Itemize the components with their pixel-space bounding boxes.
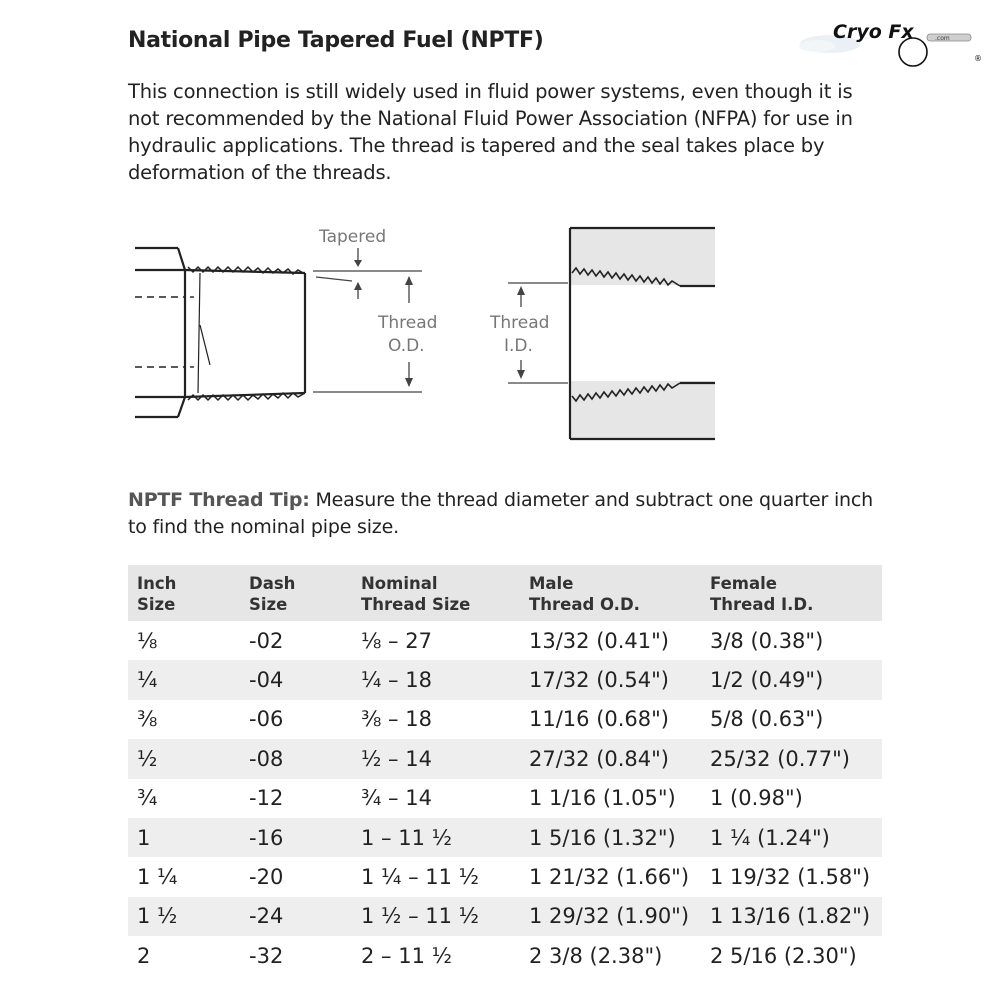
tapered-label: Tapered xyxy=(319,227,387,247)
table-cell: ½ xyxy=(128,739,240,778)
id-dimension xyxy=(508,283,568,383)
table-cell: ⅜ – 18 xyxy=(361,707,432,732)
thread-diagram xyxy=(120,215,740,450)
table-cell: -06 xyxy=(249,707,284,732)
table-cell: 1 ½ xyxy=(128,897,240,936)
header-female-thread-id: Female Thread I.D. xyxy=(701,565,882,621)
tip-text: Measure the thread diameter and subtract one quarter inch to find the nominal pipe size. xyxy=(128,489,873,538)
female-port-illustration xyxy=(570,228,715,439)
table-cell: 25/32 (0.77") xyxy=(701,739,882,778)
thread-tip xyxy=(128,487,878,541)
male-fitting-illustration xyxy=(135,248,305,417)
table-cell: 1/2 (0.49") xyxy=(701,660,882,699)
table-cell: 27/32 (0.84") xyxy=(520,739,701,778)
table-cell: ¼ – 18 xyxy=(352,660,520,699)
table-row xyxy=(128,857,882,896)
table-cell: 1 xyxy=(128,818,240,857)
nptf-size-table xyxy=(128,565,882,976)
table-cell: 1 29/32 (1.90") xyxy=(520,897,701,936)
table-cell: 2 – 11 ½ xyxy=(361,943,452,968)
table-cell: ¼ xyxy=(128,660,240,699)
table-cell: 1 21/32 (1.66") xyxy=(529,865,690,890)
table-row xyxy=(128,660,882,699)
table-cell: 1 19/32 (1.58") xyxy=(710,865,871,890)
table-cell: 1 ¼ xyxy=(137,865,178,890)
table-row xyxy=(128,779,882,818)
table-cell: -12 xyxy=(249,786,284,811)
table-cell: 2 xyxy=(137,943,151,968)
od-label-line1: Thread xyxy=(378,313,438,333)
header-nominal-thread-size: Nominal Thread Size xyxy=(352,565,520,621)
table-cell: -08 xyxy=(240,739,352,778)
table-cell: -20 xyxy=(249,865,284,890)
table-cell: ¾ xyxy=(137,786,158,811)
table-cell: ⅛ xyxy=(137,628,158,653)
cryofx-logo xyxy=(795,14,985,74)
header-inch-size: Inch Size xyxy=(128,565,240,621)
table-cell: 1 13/16 (1.82") xyxy=(701,897,882,936)
table-cell: 3/8 (0.38") xyxy=(710,628,824,653)
id-label-line1: Thread xyxy=(490,313,550,333)
table-row xyxy=(128,739,882,778)
table-cell: 13/32 (0.41") xyxy=(529,628,669,653)
table-cell: 1 ¼ (1.24") xyxy=(701,818,882,857)
table-cell: ⅛ – 27 xyxy=(361,628,432,653)
table-header-row xyxy=(128,565,882,621)
table-cell: 1 – 11 ½ xyxy=(352,818,520,857)
table-cell: 1 5/16 (1.32") xyxy=(520,818,701,857)
table-cell: -02 xyxy=(249,628,284,653)
table-cell: 1 ¼ – 11 ½ xyxy=(361,865,479,890)
svg-text:®: ® xyxy=(974,54,982,63)
od-label-line2: O.D. xyxy=(388,336,425,356)
table-cell: ⅜ xyxy=(137,707,158,732)
table-cell: 1 (0.98") xyxy=(710,786,803,811)
logo-suffix: .com xyxy=(935,35,950,42)
table-row xyxy=(128,818,882,857)
table-cell: 5/8 (0.63") xyxy=(710,707,824,732)
table-cell: 17/32 (0.54") xyxy=(520,660,701,699)
header-dash-size: Dash Size xyxy=(240,565,352,621)
tip-label: NPTF Thread Tip: xyxy=(128,489,310,511)
table-row xyxy=(128,897,882,936)
table-cell: ¾ – 14 xyxy=(361,786,432,811)
intro-paragraph: This connection is still widely used in fluid power systems, even though it is not recommended by the National Fluid Power Association (NFPA) for use in hydraulic applications. The thread is tapered and the seal takes place by deformation of the threads. xyxy=(128,80,853,184)
id-label-line2: I.D. xyxy=(504,336,533,356)
table-cell: 11/16 (0.68") xyxy=(529,707,669,732)
table-cell: -16 xyxy=(240,818,352,857)
table-cell: -04 xyxy=(240,660,352,699)
table-cell: ½ – 14 xyxy=(352,739,520,778)
table-cell: -32 xyxy=(249,943,284,968)
page-title: National Pipe Tapered Fuel (NPTF) xyxy=(128,28,544,53)
logo-text: Cryo Fx xyxy=(833,21,914,43)
table-cell: 1 ½ – 11 ½ xyxy=(352,897,520,936)
table-cell: -24 xyxy=(240,897,352,936)
table-cell: 2 5/16 (2.30") xyxy=(710,943,857,968)
header-male-thread-od: Male Thread O.D. xyxy=(520,565,701,621)
table-row xyxy=(128,621,882,660)
table-cell: 1 1/16 (1.05") xyxy=(529,786,676,811)
table-cell: 2 3/8 (2.38") xyxy=(529,943,663,968)
table-row xyxy=(128,700,882,739)
table-row xyxy=(128,936,882,975)
